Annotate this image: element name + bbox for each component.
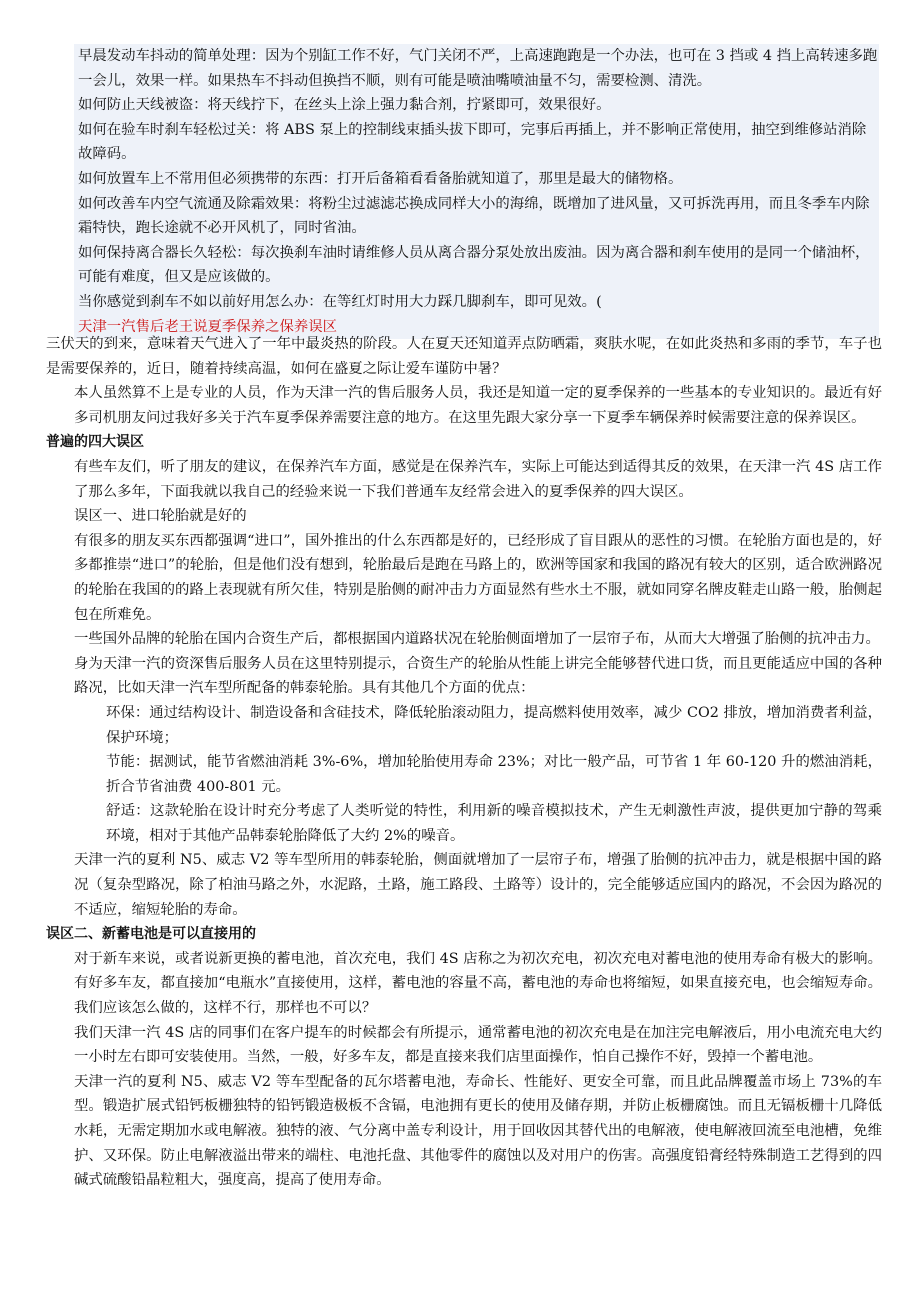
advantage-item: 环保：通过结构设计、制造设备和含硅技术，降低轮胎滚动阻力，提高燃料使用效率，减少 CO2 排放，增加消费者利益，保护环境； xyxy=(106,704,882,746)
tip-paragraph: 如何在验车时刹车轻松过关：将 ABS 泵上的控制线束插头拔下即可，完事后再插上，并不影响正常使用，抽空到维修站消除故障码。 xyxy=(78,121,867,163)
article-title: 天津一汽售后老王说夏季保养之保养误区 xyxy=(78,315,879,340)
section-heading-battery: 误区二、新蓄电池是可以直接用的 xyxy=(46,926,256,943)
tip-paragraph: 如何防止天线被盗：将天线拧下，在丝头上涂上强力黏合剂，拧紧即可，效果很好。 xyxy=(78,97,611,114)
body-paragraph: 天津一汽的夏利 N5、威志 V2 等车型所用的韩泰轮胎，侧面就增加了一层帘子布，增强了胎侧的抗冲击力，就是根据中国的路况（复杂型路况，除了柏油马路之外，水泥路，土路，施工路段、土路等）设计的，完全能够适应国内的路况，不会因为路况的不适应，缩短轮胎的寿命。 xyxy=(74,852,882,918)
advantage-item: 节能：据测试，能节省燃油消耗 3%-6%，增加轮胎使用寿命 23%；对比一般产品，可节省 1 年 60-120 升的燃油消耗，折合节省油费 400-801 元。 xyxy=(106,754,882,795)
tip-paragraph: 早晨发动车抖动的简单处理：因为个别缸工作不好，气门关闭不严，上高速跑跑是一个办法，也可在 3 挡或 4 挡上高转速多跑一会儿，效果一样。如果热车不抖动但换挡不顺，则有可能是喷油嘴喷油量不匀，需要检测、清洗。 xyxy=(78,48,878,89)
tip-paragraph: 如何保持离合器长久轻松：每次换刹车油时请维修人员从离合器分泵处放出废油。因为离合器和刹车使用的是同一个储油杯，可能有难度，但又是应该做的。 xyxy=(78,244,870,286)
body-paragraph: 对于新车来说，或者说新更换的蓄电池，首次充电，我们 4S 店称之为初次充电，初次充电对蓄电池的使用寿命有极大的影响。有好多车友，都直接加“电瓶水”直接使用，这样，蓄电池的容量不高，蓄电池的寿命也将缩短，如果直接充电，也会缩短寿命。我们应该怎么做的，这样不行，那样也不可以？ xyxy=(74,950,882,1017)
body-paragraph: 一些国外品牌的轮胎在国内合资生产后，都根据国内道路状况在轮胎侧面增加了一层帘子布，从而大大增强了胎侧的抗冲击力。 xyxy=(74,631,880,648)
tip-paragraph: 当你感觉到刹车不如以前好用怎么办：在等红灯时用大力踩几脚刹车，即可见效。( xyxy=(78,293,602,310)
section-heading-common-mistakes: 普遍的四大误区 xyxy=(46,434,144,451)
tip-paragraph: 如何放置车上不常用但必须携带的东西：打开后备箱看看备胎就知道了，那里是最大的储物格。 xyxy=(78,170,683,187)
body-paragraph: 身为天津一汽的资深售后服务人员在这里特别提示，合资生产的轮胎从性能上讲完全能够替代进口货，而且更能适应中国的各种路况，比如天津一汽车型所配备的韩泰轮胎。具有其他几个方面的优点： xyxy=(74,655,882,697)
intro-paragraph: 本人虽然算不上是专业的人员，作为天津一汽的售后服务人员，我还是知道一定的夏季保养的一些基本的专业知识的。最近有好多司机朋友问过我好多关于汽车夏季保养需要注意的地方。在这里先跟大家分享一下夏季车辆保养时候需要注意的保养误区。 xyxy=(74,385,882,426)
advantage-item: 舒适：这款轮胎在设计时充分考虑了人类听觉的特性，利用新的噪音模拟技术，产生无刺激性声波，提供更加宁静的驾乘环境，相对于其他产品韩泰轮胎降低了大约 2%的噪音。 xyxy=(106,803,882,844)
car-tips-block xyxy=(74,44,879,339)
article-body xyxy=(46,332,882,1193)
intro-paragraph: 三伏天的到来，意味着天气进入了一年中最炎热的阶段。人在夏天还知道弄点防晒霜，爽肤水呢，在如此炎热和多雨的季节，车子也是需要保养的，近日，随着持续高温，如何在盛夏之际让爱车谨防中暑？ xyxy=(46,336,882,377)
tip-paragraph: 如何改善车内空气流通及除霜效果：将粉尘过滤滤芯换成同样大小的海绵，既增加了进风量，又可拆洗再用，而且冬季车内除霜特快，跑长途就不必开风机了，同时省油。 xyxy=(78,195,870,237)
section-intro: 有些车友们，听了朋友的建议，在保养汽车方面，感觉是在保养汽车，实际上可能达到适得其反的效果，在天津一汽 4S 店工作了那么多年，下面我就以我自己的经验来说一下我们普通车友经常会进入的夏季保养的四大误区。 xyxy=(74,458,882,500)
body-paragraph: 天津一汽的夏利 N5、威志 V2 等车型配备的瓦尔塔蓄电池，寿命长、性能好、更安全可靠，而且此品牌覆盖市场上 73%的车型。锻造扩展式铅钙板栅独特的铅钙锻造极板不含镉，电池拥有更长的使用及储存期，并防止板栅腐蚀。而且无镉板栅十几降低水耗，无需定期加水或电解液。独特的液、气分离中盖专利设计，用于回收因其替代出的电解液，使电解液回流至电池槽，免维护、又环保。防止电解液溢出带来的端柱、电池托盘、其他零件的腐蚀以及对用户的伤害。高强度铅膏经特殊制造工艺得到的四碱式硫酸铅晶粒粗大，强度高，提高了使用寿命。 xyxy=(74,1073,882,1189)
body-paragraph: 我们天津一汽 4S 店的同事们在客户提车的时候都会有所提示，通常蓄电池的初次充电是在加注完电解液后，用小电流充电大约一小时左右即可安装使用。当然，一般，好多车友，都是直接来我们店里面操作，怕自己操作不好，毁掉一个蓄电池。 xyxy=(74,1024,882,1066)
body-paragraph: 有很多的朋友买东西都强调“进口”，国外推出的什么东西都是好的，已经形成了盲目跟从的恶性的习惯。在轮胎方面也是的，好多都推崇“进口”的轮胎，但是他们没有想到，轮胎最后是跑在马路上的，欧洲等国家和我国的路况有较大的区别，适合欧洲路况的轮胎在我国的的路上表现就有所欠佳，特别是胎侧的耐冲击力方面显然有些水土不服，就如同穿名牌皮鞋走山路一般，胎侧起包在所难免。 xyxy=(74,532,882,623)
sub-heading-imported-tires: 误区一、进口轮胎就是好的 xyxy=(74,508,247,525)
